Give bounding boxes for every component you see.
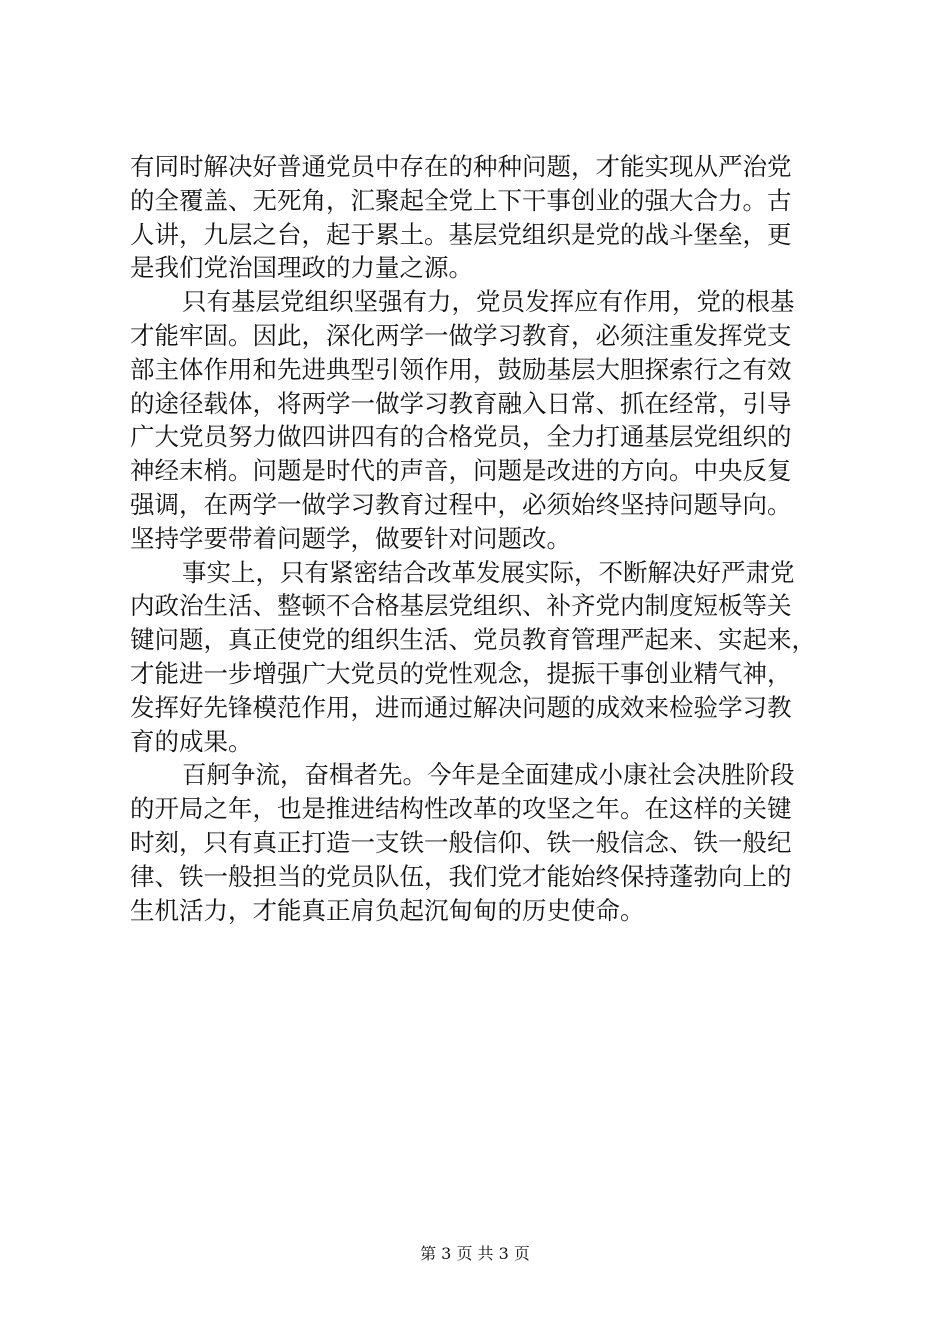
text-line: 才能牢固。因此，深化两学一做学习教育，必须注重发挥党支	[130, 320, 792, 350]
document-body	[130, 150, 830, 927]
text-line: 键问题，真正使党的组织生活、党员教育管理严起来、实起来，	[130, 625, 816, 655]
text-line: 有同时解决好普通党员中存在的种种问题，才能实现从严治党	[130, 152, 792, 181]
text-line: 的全覆盖、无死角，汇聚起全党上下干事创业的强大合力。古	[130, 185, 792, 215]
text-line: 神经末梢。问题是时代的声音，问题是改进的方向。中央反复	[130, 456, 792, 486]
paragraph	[130, 150, 830, 285]
text-line: 生机活力，才能真正肩负起沉甸甸的历史使命。	[130, 895, 645, 925]
text-line: 是我们党治国理政的力量之源。	[130, 253, 473, 283]
text-line: 广大党员努力做四讲四有的合格党员，全力打通基层党组织的	[130, 422, 792, 452]
text-line: 只有基层党组织坚强有力，党员发挥应有作用，党的根基	[182, 287, 795, 317]
text-line: 坚持学要带着问题学，做要针对问题改。	[130, 523, 571, 553]
text-line: 时刻，只有真正打造一支铁一般信仰、铁一般信念、铁一般纪	[130, 827, 792, 857]
text-line: 律、铁一般担当的党员队伍，我们党才能始终保持蓬勃向上的	[130, 861, 792, 891]
text-line: 才能进一步增强广大党员的党性观念，提振干事创业精气神，	[130, 658, 792, 688]
text-line: 百舸争流，奋楫者先。今年是全面建成小康社会决胜阶段	[182, 760, 795, 790]
paragraph	[130, 758, 830, 927]
text-line: 内政治生活、整顿不合格基层党组织、补齐党内制度短板等关	[130, 591, 792, 621]
text-line: 发挥好先锋模范作用，进而通过解决问题的成效来检验学习教	[130, 692, 792, 722]
paragraph	[130, 556, 830, 759]
text-line: 人讲，九层之台，起于累土。基层党组织是党的战斗堡垒，更	[130, 219, 792, 249]
text-line: 育的成果。	[130, 726, 253, 756]
text-line: 的开局之年，也是推进结构性改革的攻坚之年。在这样的关键	[130, 794, 792, 824]
text-line: 部主体作用和先进典型引领作用，鼓励基层大胆探索行之有效	[130, 354, 792, 384]
paragraph	[130, 285, 830, 555]
page-footer: 第 3 页 共 3 页	[420, 1244, 530, 1263]
text-line: 强调，在两学一做学习教育过程中，必须始终坚持问题导向。	[130, 489, 792, 519]
text-line: 事实上，只有紧密结合改革发展实际，不断解决好严肃党	[182, 557, 795, 587]
text-line: 的途径载体，将两学一做学习教育融入日常、抓在经常，引导	[130, 388, 792, 418]
